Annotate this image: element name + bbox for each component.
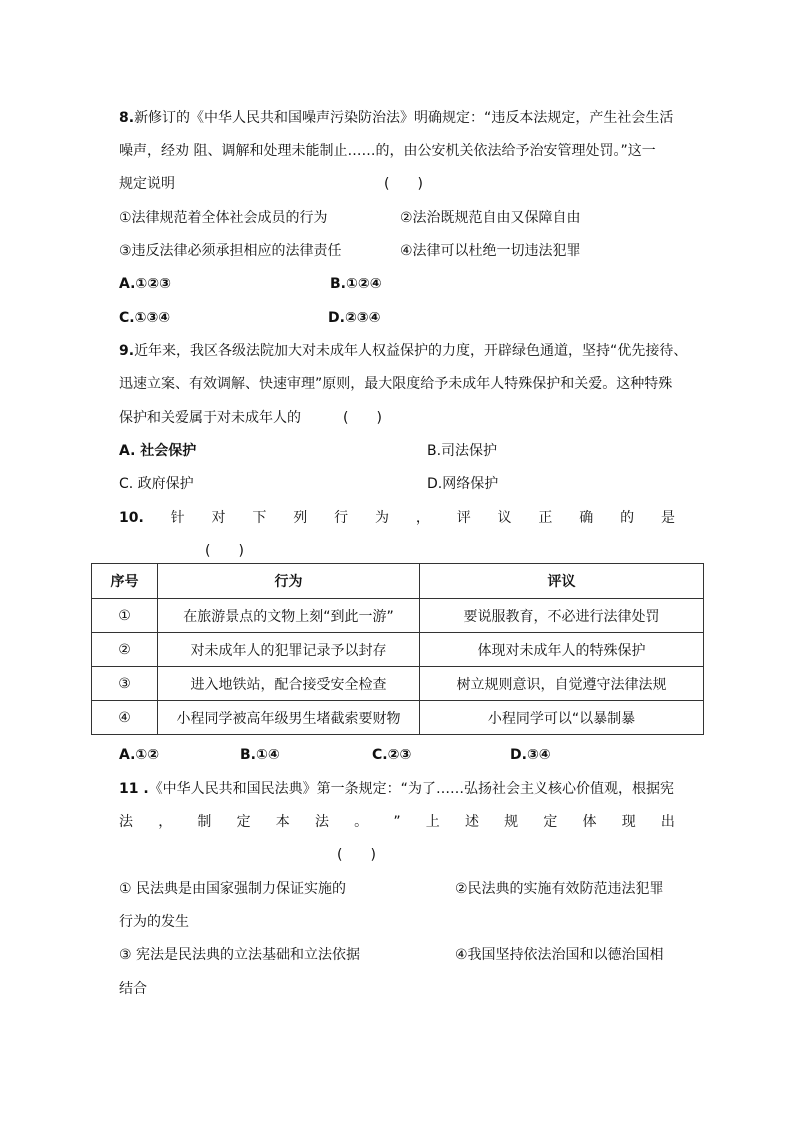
q11-number: 11 . xyxy=(119,781,149,797)
row-act: 对未成年人的犯罪记录予以封存 xyxy=(158,633,420,667)
row-comment: 体现对未成年人的特殊保护 xyxy=(420,633,704,667)
q11-option-2-cont: 行为的发生 xyxy=(119,914,189,930)
row-no: ② xyxy=(92,633,158,667)
q8-line3: 规定说明 xyxy=(119,176,175,192)
q10-choice-b: B.①④ xyxy=(240,747,280,763)
q8-number: 8. xyxy=(119,110,135,126)
header-comment: 评议 xyxy=(420,564,704,599)
q11-line1: 11 .《中华人民共和国民法典》第一条规定：“为了……弘扬社会主义核心价值观，根据宪 xyxy=(119,781,674,797)
q8-choice-b: B.①②④ xyxy=(330,276,382,292)
q11-option-3: ③ 宪法是民法典的立法基础和立法依据 xyxy=(119,947,360,963)
q10-choice-d: D.③④ xyxy=(510,747,551,763)
q8-answer-bracket: ( ) xyxy=(384,176,423,192)
q10-choice-a: A.①② xyxy=(119,747,160,763)
q10-number: 10. xyxy=(119,510,144,526)
row-act: 小程同学被高年级男生堵截索要财物 xyxy=(158,701,420,735)
q10-answer-bracket: ( ) xyxy=(205,543,244,559)
q9-number: 9. xyxy=(119,343,135,359)
q8-line1: 8.新修订的《中华人民共和国噪声污染防治法》明确规定：“违反本法规定，产生社会生活 xyxy=(119,110,674,126)
q9-line1: 9.近年来，我区各级法院加大对未成年人权益保护的力度，开辟绿色通道，坚持“优先接待、 xyxy=(119,343,688,359)
q11-answer-bracket: ( ) xyxy=(337,847,376,863)
table-row xyxy=(92,667,704,701)
row-comment: 树立规则意识，自觉遵守法律法规 xyxy=(420,667,704,701)
q11-option-4: ④我国坚持依法治国和以德治国相 xyxy=(455,947,664,963)
q9-line3: 保护和关爱属于对未成年人的 xyxy=(119,410,301,426)
q9-choice-b: B.司法保护 xyxy=(427,443,498,459)
row-comment: 要说服教育，不必进行法律处罚 xyxy=(420,599,704,633)
row-no: ① xyxy=(92,599,158,633)
row-no: ③ xyxy=(92,667,158,701)
header-no: 序号 xyxy=(92,564,158,599)
q8-option-2: ②法治既规范自由又保障自由 xyxy=(400,210,581,226)
q11-option-4-cont: 结合 xyxy=(119,981,147,997)
q8-option-1: ①法律规范着全体社会成员的行为 xyxy=(119,210,328,226)
table-row xyxy=(92,633,704,667)
row-no: ④ xyxy=(92,701,158,735)
q8-choice-a: A.①②③ xyxy=(119,276,171,292)
q10-choice-c: C.②③ xyxy=(372,747,412,763)
q10-table xyxy=(91,563,704,735)
table-row xyxy=(92,701,704,735)
row-act: 在旅游景点的文物上刻“到此一游” xyxy=(158,599,420,633)
q10-stem: 10. 针 对 下 列 行 为 ， 评 议 正 确 的 是 xyxy=(119,510,675,526)
q11-option-1: ① 民法典是由国家强制力保证实施的 xyxy=(119,881,347,897)
q9-line2: 迅速立案、有效调解、快速审理”原则，最大限度给予未成年人特殊保护和关爱。这种特殊 xyxy=(119,376,673,392)
row-comment: 小程同学可以“以暴制暴 xyxy=(420,701,704,735)
table-header-row xyxy=(92,564,704,599)
table-row xyxy=(92,599,704,633)
q8-option-4: ④法律可以杜绝一切违法犯罪 xyxy=(400,243,581,259)
q9-choice-a: A. 社会保护 xyxy=(119,443,197,459)
q8-line2: 噪声，经劝 阻、调解和处理未能制止……的，由公安机关依法给予治安管理处罚。”这一 xyxy=(119,143,656,159)
q11-option-2: ②民法典的实施有效防范违法犯罪 xyxy=(455,881,664,897)
header-act: 行为 xyxy=(158,564,420,599)
q9-choice-c: C. 政府保护 xyxy=(119,476,194,492)
q11-line2: 法 ， 制 定 本 法 。 ” 上 述 规 定 体 现 出 xyxy=(119,814,675,830)
q9-choice-d: D.网络保护 xyxy=(427,476,499,492)
q8-option-3: ③违反法律必须承担相应的法律责任 xyxy=(119,243,342,259)
q9-answer-bracket: ( ) xyxy=(343,410,382,426)
q8-choice-c: C.①③④ xyxy=(119,310,171,326)
row-act: 进入地铁站，配合接受安全检查 xyxy=(158,667,420,701)
q8-choice-d: D.②③④ xyxy=(328,310,381,326)
